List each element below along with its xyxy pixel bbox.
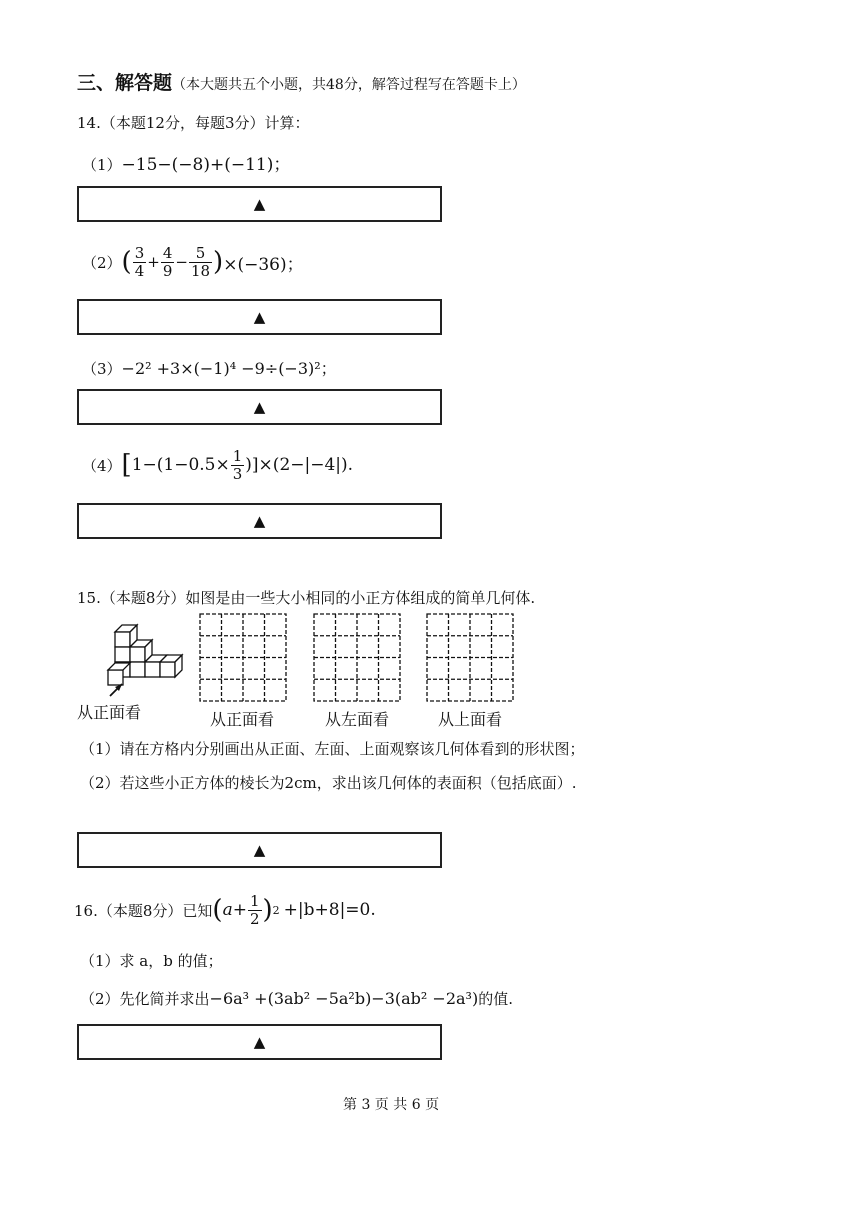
- q15-stem: 15.（本题8分）如图是由一些大小相同的小正方体组成的简单几何体.: [77, 589, 536, 607]
- q14-part1-expr: −15−(−8)+(−11)；: [121, 155, 291, 175]
- fraction-3-4: $\frac{3}{4}$: [134, 243, 145, 280]
- q14-part4: [82, 442, 353, 488]
- fraction-4-9: $\frac{4}{9}$: [162, 243, 173, 280]
- q14-stem: 14.（本题12分，每题3分）计算：: [77, 114, 310, 132]
- q14-part2-tail: ×(−36)；: [223, 254, 304, 275]
- caption-top: 从上面看: [438, 710, 503, 729]
- bracket-left: [: [121, 450, 132, 480]
- figure-label: 从正面看: [77, 703, 142, 722]
- answer-marker: ▲: [253, 195, 266, 213]
- q16-stem: 16.（本题8分）已知 ( a+ $\frac{1}{2}$ ) 2 +|b+8|=0.: [74, 891, 376, 928]
- answer-box-14-4[interactable]: [77, 503, 442, 539]
- q16-stem-pre: 16.（本题8分）已知: [74, 901, 213, 920]
- q14-part3: [82, 356, 337, 379]
- q14-part1-label: （1）: [82, 156, 122, 174]
- q16-part2-expr: −6a³ +(3ab² −5a²b)−3(ab² −2a³): [209, 989, 479, 1008]
- q14-part4-tail: )]×(2−|−4|).: [245, 455, 354, 475]
- answer-marker: ▲: [253, 1033, 266, 1051]
- q14-part3-label: （3）: [82, 360, 122, 378]
- fraction-1-3: $\frac{1}{3}$: [232, 446, 243, 483]
- q14-part1: [82, 150, 290, 175]
- q14-part4-label: （4）: [82, 456, 122, 475]
- answer-box-16[interactable]: [77, 1024, 442, 1060]
- q14-part4-head: 1−(1−0.5×: [131, 455, 230, 475]
- section-note: （本大题共五个小题，共48分，解答过程写在答题卡上）: [172, 77, 526, 93]
- q14-part2-label: （2）: [82, 253, 122, 272]
- q16-stem-post: +|b+8|=0.: [283, 900, 376, 920]
- q15-part1: （1）请在方格内分别画出从正面、左面、上面观察该几何体看到的形状图；: [80, 740, 585, 758]
- caption-left: 从左面看: [325, 710, 390, 729]
- section-title: 三、解答题: [77, 72, 173, 94]
- cube-figure: [100, 620, 190, 700]
- q16-part1: （1）求 a，b 的值；: [80, 952, 223, 970]
- answer-marker: ▲: [253, 308, 266, 326]
- paren-left: (: [121, 247, 132, 277]
- answer-marker: ▲: [253, 398, 266, 416]
- q16-part2: （2）先化简并求出−6a³ +(3ab² −5a²b)−3(ab² −2a³)的值.: [80, 989, 513, 1008]
- fraction-1-2: $\frac{1}{2}$: [249, 891, 260, 928]
- q14-part2: （2） ( $\frac{3}{4}$ + $\frac{4}{9}$ − $\frac{5}{18}$ ) ×(−36)；: [82, 243, 304, 280]
- section-header: [77, 68, 526, 95]
- q14-part3-expr: −2² +3×(−1)⁴ −9÷(−3)²；: [121, 359, 337, 378]
- caption-front: 从正面看: [210, 710, 275, 729]
- page-footer: 第 3 页 共 6 页: [343, 1097, 440, 1113]
- grid-top-view[interactable]: [426, 613, 514, 702]
- answer-box-15[interactable]: [77, 832, 442, 868]
- q15-part2: （2）若这些小正方体的棱长为2cm，求出该几何体的表面积（包括底面）.: [80, 774, 577, 792]
- grid-front-view[interactable]: [199, 613, 287, 702]
- answer-marker: ▲: [253, 841, 266, 859]
- fraction-5-18: $\frac{5}{18}$: [190, 243, 211, 280]
- grid-left-view[interactable]: [313, 613, 401, 702]
- paren-right: ): [213, 247, 224, 277]
- answer-box-14-1[interactable]: [77, 186, 442, 222]
- answer-box-14-2[interactable]: [77, 299, 442, 335]
- answer-box-14-3[interactable]: [77, 389, 442, 425]
- answer-marker: ▲: [253, 512, 266, 530]
